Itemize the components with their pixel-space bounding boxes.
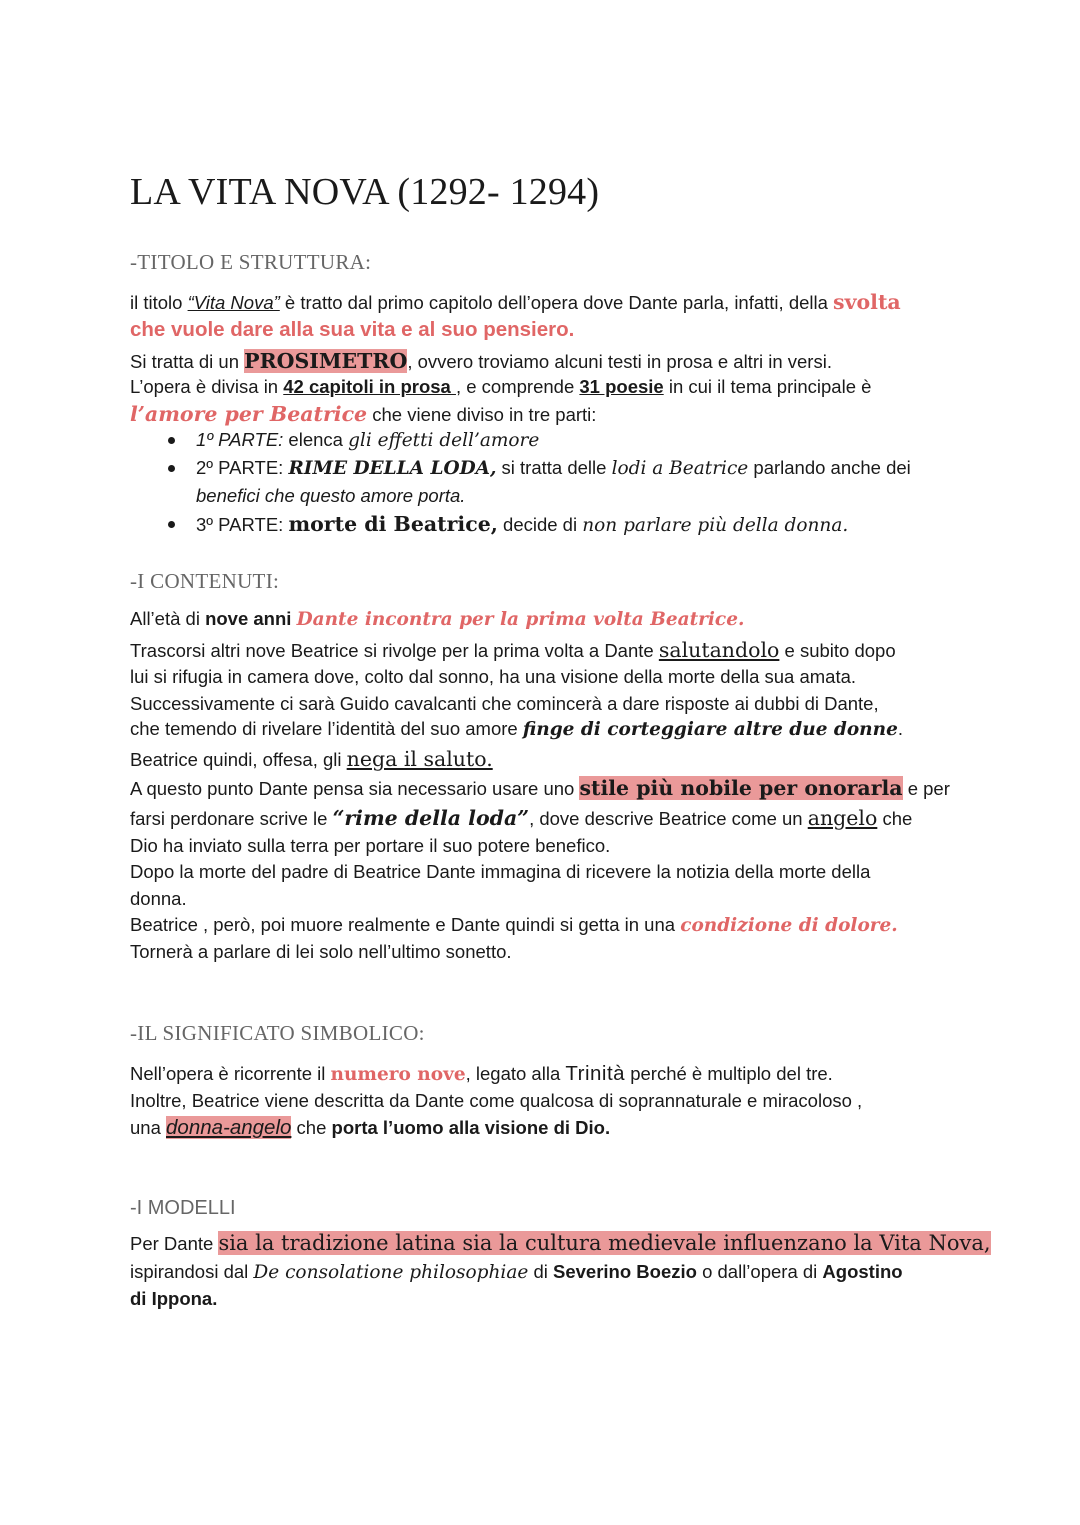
list-item: 1º PARTE: elenca gli effetti dell’amore: [196, 429, 540, 451]
list-item: 3º PARTE: morte di Beatrice, decide di non parlare più della donna.: [196, 512, 849, 536]
text-line: farsi perdonare scrive le “rime della loda”, dove descrive Beatrice come un angelo che: [130, 806, 913, 830]
text-line: Dio ha inviato sulla terra per portare il suo potere benefico.: [130, 835, 611, 856]
text-line: l’amore per Beatrice che viene diviso in tre parti:: [130, 402, 597, 426]
prosimetro-highlight: PROSIMETRO: [244, 349, 408, 373]
text-line: di Ippona.: [130, 1288, 218, 1309]
text-line: Tornerà a parlare di lei solo nell’ultimo sonetto.: [130, 941, 512, 962]
text-line: Si tratta di un PROSIMETRO, ovvero troviamo alcuni testi in prosa e altri in versi.: [130, 349, 832, 373]
text-line: una donna-angelo che porta l’uomo alla visione di Dio.: [130, 1116, 611, 1139]
text-line: che vuole dare alla sua vita e al suo pensiero.: [130, 318, 575, 341]
text-line: A questo punto Dante pensa sia necessario usare uno stile più nobile per onorarla e per: [130, 776, 950, 800]
bullet-icon: [168, 437, 175, 444]
donna-angelo-highlight: donna-angelo: [166, 1116, 292, 1139]
text-line: Successivamente ci sarà Guido cavalcanti che comincerà a dare risposte ai dubbi di Dante,: [130, 693, 879, 714]
section-heading-significato: -IL SIGNIFICATO SIMBOLICO:: [130, 1021, 425, 1045]
text-line: L’opera è divisa in 42 capitoli in prosa , e comprende 31 poesie in cui il tema principale è: [130, 376, 872, 397]
bullet-icon: [168, 521, 175, 528]
text-line: lui si rifugia in camera dove, colto dal sonno, ha una visione della morte della sua amata.: [130, 666, 857, 687]
text-line: ispirandosi dal De consolatione philosophiae di Severino Boezio o dall’opera di Agostino: [130, 1261, 903, 1283]
list-item-continuation: benefici che questo amore porta.: [196, 485, 466, 506]
section-heading-titolo: -TITOLO E STRUTTURA:: [130, 250, 372, 274]
text-line: Inoltre, Beatrice viene descritta da Dante come qualcosa di soprannaturale e miracoloso ,: [130, 1090, 863, 1111]
bullet-icon: [168, 465, 175, 472]
page-title: LA VITA NOVA (1292- 1294): [130, 171, 600, 213]
tradizione-highlight: sia la tradizione latina sia la cultura medievale influenzano la Vita Nova,: [218, 1231, 991, 1255]
stile-nobile-highlight: stile più nobile per onorarla: [579, 776, 903, 800]
list-item: 2º PARTE: RIME DELLA LODA, si tratta delle lodi a Beatrice parlando anche dei: [196, 457, 911, 479]
text-line: donna.: [130, 888, 187, 909]
text-line: il titolo “Vita Nova” è tratto dal primo capitolo dell’opera dove Dante parla, infatti, della svolta: [130, 290, 901, 314]
text-line: Trascorsi altri nove Beatrice si rivolge per la prima volta a Dante salutandolo e subito dopo: [130, 638, 896, 662]
text-line: Beatrice , però, poi muore realmente e Dante quindi si getta in una condizione di dolore.: [130, 914, 898, 936]
text-line: All’età di nove anni Dante incontra per la prima volta Beatrice.: [130, 608, 745, 630]
text-line: Dopo la morte del padre di Beatrice Dante immagina di ricevere la notizia della morte della: [130, 861, 871, 882]
text-line: che temendo di rivelare l’identità del suo amore finge di corteggiare altre due donne.: [130, 718, 903, 740]
section-heading-contenuti: -I CONTENUTI:: [130, 569, 280, 593]
vita-nova-title-ref: “Vita Nova”: [187, 292, 280, 313]
section-heading-modelli: -I MODELLI: [130, 1197, 236, 1219]
text-line: Nell’opera è ricorrente il numero nove, legato alla Trinità perché è multiplo del tre.: [130, 1062, 833, 1085]
text-line: Beatrice quindi, offesa, gli nega il saluto.: [130, 747, 493, 771]
text-line: Per Dante sia la tradizione latina sia la cultura medievale influenzano la Vita Nova,: [130, 1231, 991, 1255]
